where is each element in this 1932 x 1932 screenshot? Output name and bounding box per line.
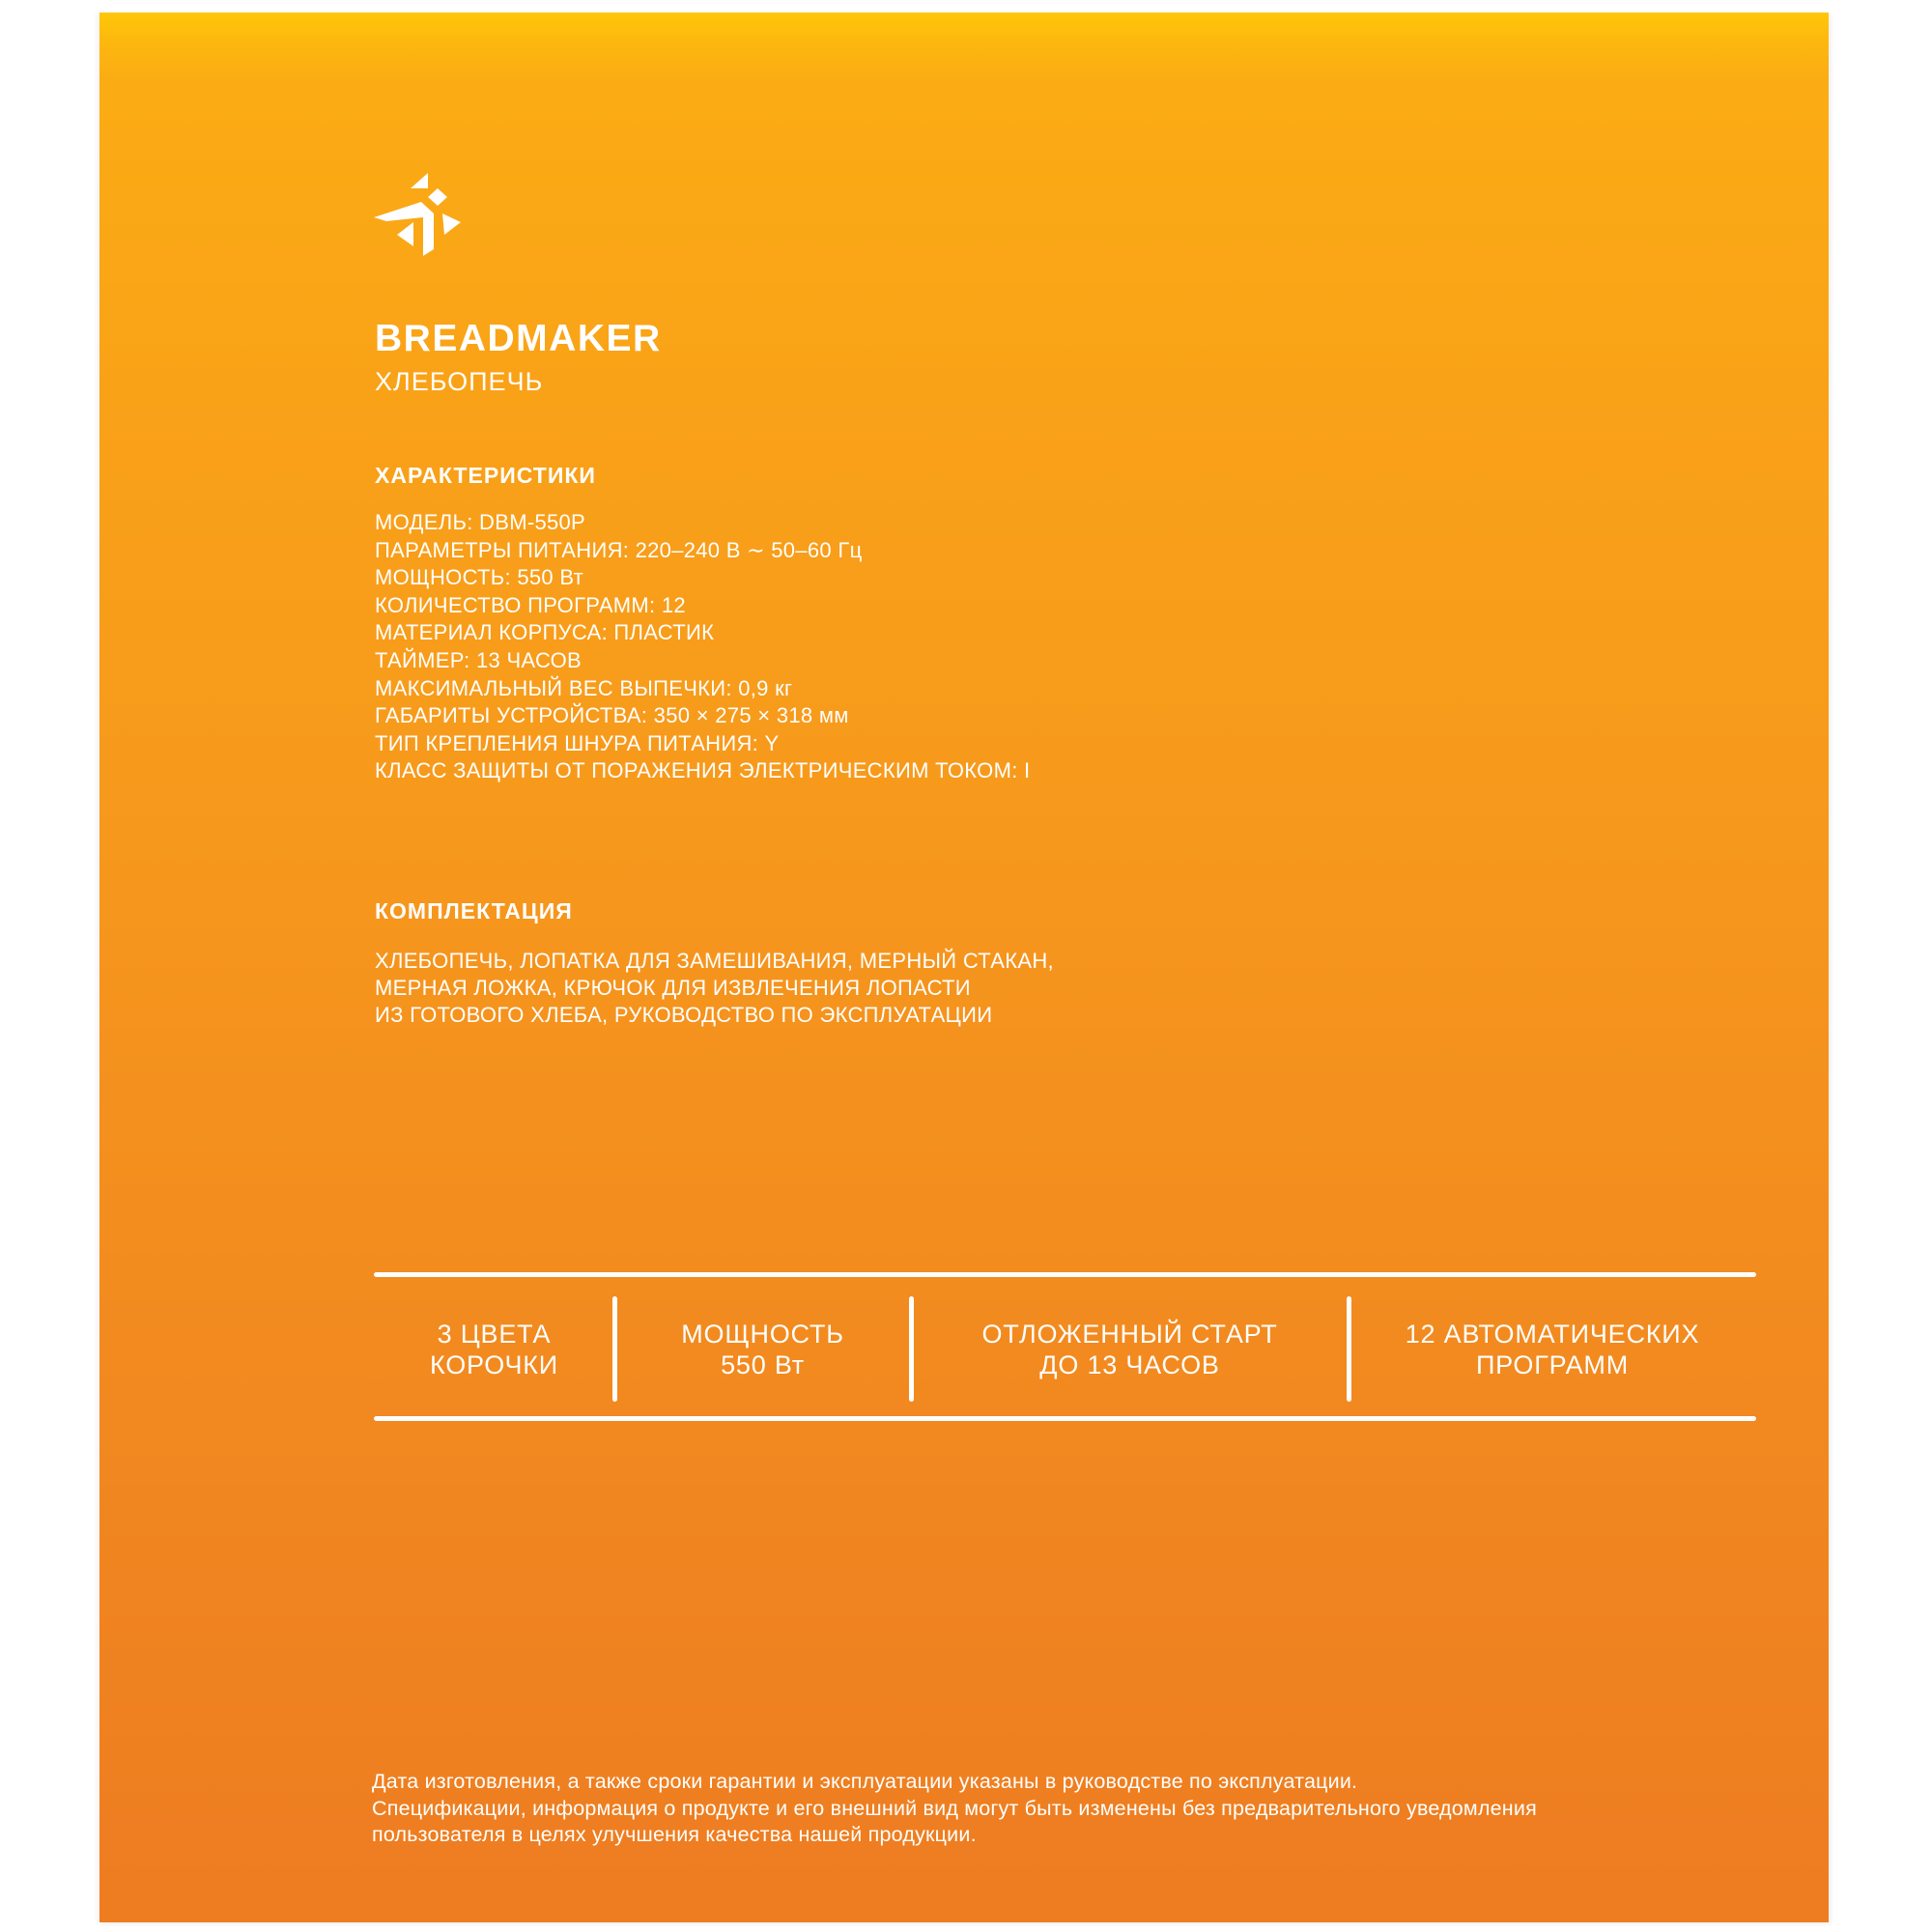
spec-line-max-weight: МАКСИМАЛЬНЫЙ ВЕС ВЫПЕЧКИ: 0,9 кг [375, 675, 793, 700]
feature-line: ОТЛОЖЕННЫЙ СТАРТ [981, 1319, 1278, 1349]
spec-line-programs: КОЛИЧЕСТВО ПРОГРАММ: 12 [375, 592, 686, 617]
feature-line: 550 Вт [721, 1350, 805, 1379]
features-strip [374, 1296, 1756, 1402]
feature-delayed-start [911, 1296, 1349, 1402]
spec-line-power-params: ПАРАМЕТРЫ ПИТАНИЯ: 220–240 В ∼ 50–60 Гц [375, 537, 863, 562]
legal-text [372, 1769, 1537, 1849]
feature-power [614, 1296, 911, 1402]
feature-auto-programs [1349, 1296, 1756, 1402]
feature-line: 3 ЦВЕТА [437, 1319, 552, 1349]
specs-list [375, 509, 1030, 785]
legal-line: Спецификации, информация о продукте и его внешний вид могут быть изменены без предварительного уведомления [372, 1796, 1537, 1820]
feature-line: КОРОЧКИ [430, 1350, 558, 1379]
feature-line: ДО 13 ЧАСОВ [1039, 1350, 1220, 1379]
spec-line-wattage: МОЩНОСТЬ: 550 Вт [375, 565, 583, 590]
feature-crust-colors [374, 1296, 614, 1402]
package-line: ИЗ ГОТОВОГО ХЛЕБА, РУКОВОДСТВО ПО ЭКСПЛУАТАЦИИ [375, 1003, 993, 1028]
package-list [375, 948, 1054, 1030]
legal-line: пользователя в целях улучшения качества нашей продукции. [372, 1823, 977, 1847]
dexp-brand-logo-icon [374, 173, 463, 258]
feature-line: МОЩНОСТЬ [681, 1319, 844, 1349]
legal-line: Дата изготовления, а также сроки гарантии и эксплуатации указаны в руководстве по эксплуатации. [372, 1770, 1358, 1793]
package-line: ХЛЕБОПЕЧЬ, ЛОПАТКА ДЛЯ ЗАМЕШИВАНИЯ, МЕРНЫЙ СТАКАН, [375, 949, 1054, 973]
package-heading: КОМПЛЕКТАЦИЯ [375, 898, 573, 923]
specs-heading: ХАРАКТЕРИСТИКИ [375, 463, 596, 488]
product-box-back-panel [99, 13, 1829, 1922]
spec-line-model: МОДЕЛЬ: DBM-550P [375, 510, 586, 534]
features-bottom-rule [374, 1416, 1756, 1421]
product-subtitle: ХЛЕБОПЕЧЬ [375, 367, 544, 396]
spec-line-cord-type: ТИП КРЕПЛЕНИЯ ШНУРА ПИТАНИЯ: Y [375, 730, 780, 755]
spec-line-dimensions: ГАБАРИТЫ УСТРОЙСТВА: 350 × 275 × 318 мм [375, 703, 849, 728]
spec-line-timer: ТАЙМЕР: 13 ЧАСОВ [375, 647, 582, 672]
product-title: BREADMAKER [375, 318, 662, 359]
features-top-rule [374, 1272, 1756, 1277]
feature-line: 12 АВТОМАТИЧЕСКИХ [1405, 1319, 1700, 1349]
spec-line-material: МАТЕРИАЛ КОРПУСА: ПЛАСТИК [375, 620, 715, 645]
feature-line: ПРОГРАММ [1475, 1350, 1630, 1379]
package-line: МЕРНАЯ ЛОЖКА, КРЮЧОК ДЛЯ ИЗВЛЕЧЕНИЯ ЛОПАСТИ [375, 976, 971, 1001]
spec-line-protection-class: КЛАСС ЗАЩИТЫ ОТ ПОРАЖЕНИЯ ЭЛЕКТРИЧЕСКИМ ТОКОМ: I [375, 758, 1031, 783]
